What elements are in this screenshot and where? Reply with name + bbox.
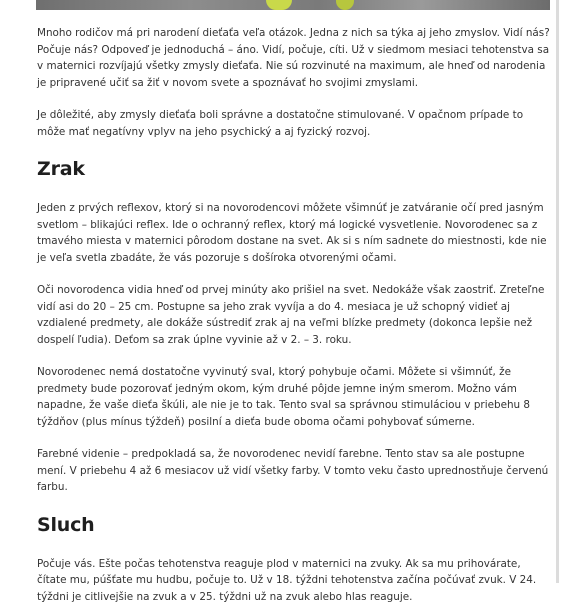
article-hero-image bbox=[36, 0, 550, 10]
section-heading-zrak: Zrak bbox=[37, 157, 551, 181]
article-paragraph: Počuje vás. Ešte počas tehotenstva reaguje plod v maternici na zvuky. Ak sa mu prihovárate, čítate mu, púšťate mu hudbu, počuje to. Už v 18. týždni tehotenstva začína počúvať zvuk. V 24. týždni je citlivejšie na zvuk a v 25. týždni už na zvuk alebo hlas reaguje. bbox=[37, 556, 551, 605]
article-paragraph: Jeden z prvých reflexov, ktorý si na novorodencovi môžete všimnúť je zatváranie očí pred jasným svetlom – blikajúci reflex. Ide o ochranný reflex, ktorý má logické vysvetlenie. Novorodenec sa z tmavého miesta v maternici pôrodom dostane na svet. Ak si s ním sadnete do miestnosti, kde nie je veľa svetla zbadáte, že vás pozoruje s došírokа otvorenými očami. bbox=[37, 200, 551, 266]
page-scrollbar[interactable] bbox=[556, 0, 559, 583]
intro-paragraph: Je dôležité, aby zmysly dieťaťa boli správne a dostatočne stimulované. V opačnom prípade to môže mať negatívny vplyv na jeho psychický a aj fyzický rozvoj. bbox=[37, 107, 551, 140]
article-paragraph: Oči novorodenca vidia hneď od prvej minúty ako prišiel na svet. Nedokáže však zaostriť. Zreteľne vidí asi do 20 – 25 cm. Postupne sa jeho zrak vyvíja a do 4. mesiaca je už schopný vidieť aj vzdialené predmety, ale dokáže sústrediť zrak aj na veľmi blízke predmety (dokonca lepšie než dospelí ľudia). Deťom sa zrak úplne vyvinie až v 2. – 3. roku. bbox=[37, 282, 551, 348]
hero-image-detail bbox=[266, 0, 292, 10]
article-paragraph: Novorodenec nemá dostatočne vyvinutý sval, ktorý pohybuje očami. Môžete si všimnúť, že predmety bude pozorovať jedným okom, kým druhé pôjde jemne iným smerom. Možno vám napadne, že vaše dieťa škúli, ale nie je to tak. Tento sval sa správnou stimuláciou v priebehu 8 týždňov (plus mínus týždeň) posilní a dieťa bude oboma očami pohybovať súmerne. bbox=[37, 364, 551, 430]
hero-image-detail bbox=[336, 0, 354, 10]
article-body bbox=[37, 25, 551, 605]
article-paragraph: Farebné videnie – predpokladá sa, že novorodenec nevidí farebne. Tento stav sa ale postupne mení. V priebehu 4 až 6 mesiacov už vidí všetky farby. V tomto veku často uprednostňuje červenú farbu. bbox=[37, 446, 551, 496]
intro-paragraph: Mnoho rodičov má pri narodení dieťaťa veľa otázok. Jedna z nich sa týka aj jeho zmyslov. Vidí nás? Počuje nás? Odpoveď je jednoduchá – áno. Vidí, počuje, cíti. Už v siedmom mesiaci tehotenstva sa v maternici rozvíjajú všetky zmysly dieťaťa. Nie sú rozvinuté na maximum, ale hneď od narodenia je pripravené učiť sa žiť v novom svete a spoznávať ho svojimi zmyslami. bbox=[37, 25, 551, 91]
section-heading-sluch: Sluch bbox=[37, 513, 551, 537]
